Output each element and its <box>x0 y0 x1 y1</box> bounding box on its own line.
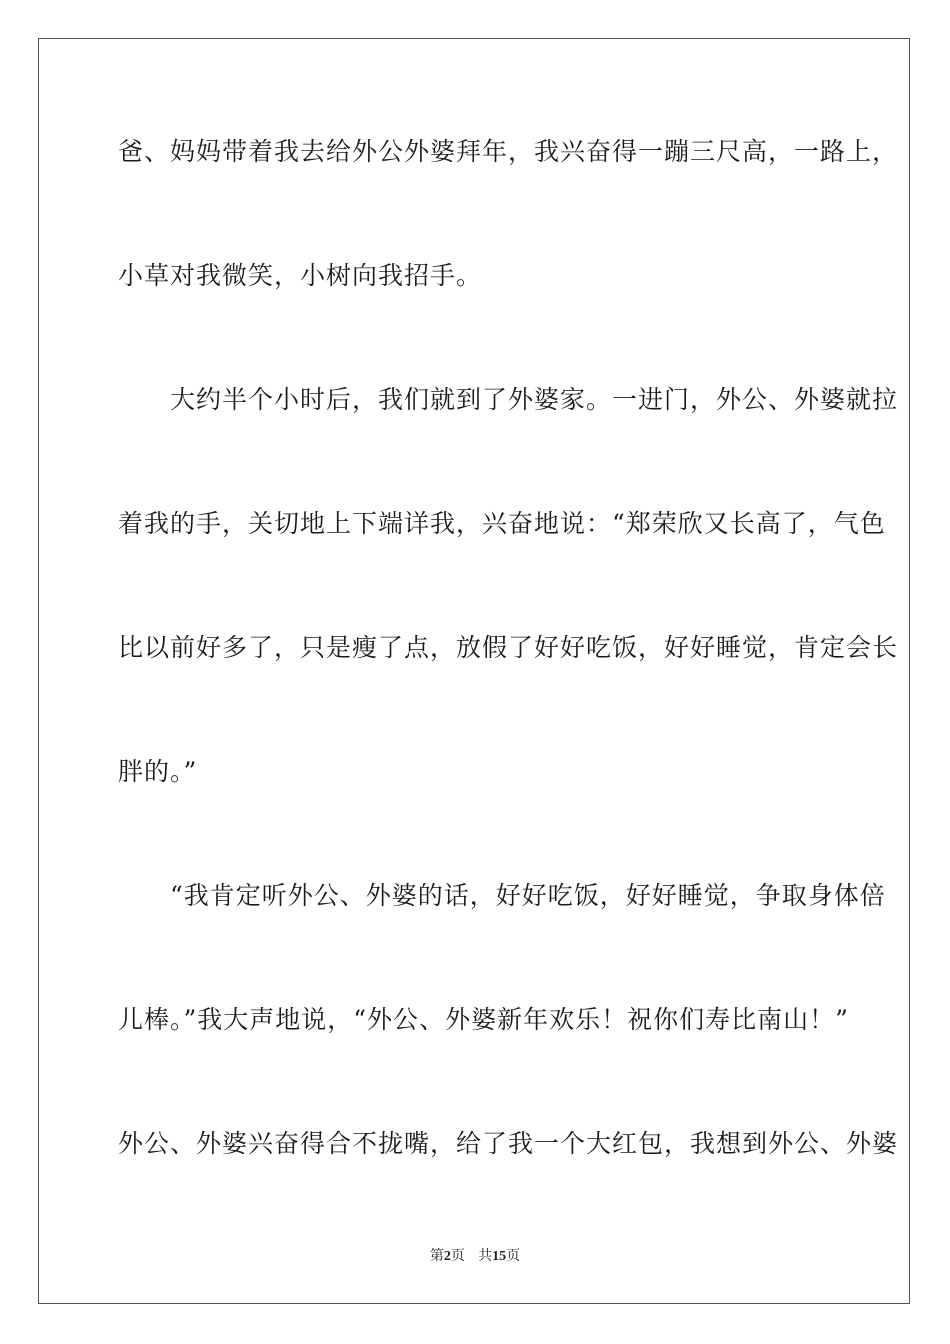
page-number: 2 <box>443 1249 451 1264</box>
text-line-1: 爸、妈妈带着我去给外公外婆拜年，我兴奋得一蹦三尺高，一路上， <box>118 137 899 166</box>
text-line-3: 大约半个小时后，我们就到了外婆家。一进门，外公、外婆就拉 <box>118 385 899 414</box>
text-line-4: 着我的手，关切地上下端详我，兴奋地说：“郑荣欣又长高了，气色 <box>118 509 886 538</box>
page-prefix: 第 <box>429 1248 444 1264</box>
page-footer <box>0 1247 950 1266</box>
text-line-6: 胖的。” <box>118 757 198 786</box>
text-line-5: 比以前好多了，只是瘦了点，放假了好好吃饭，好好睡觉，肯定会长 <box>118 633 899 662</box>
total-prefix: 共 <box>478 1248 493 1264</box>
text-line-7: “我肯定听外公、外婆的话，好好吃饭，好好睡觉，争取身体倍 <box>118 881 886 910</box>
page-border <box>38 38 910 1304</box>
total-suffix: 页 <box>506 1248 521 1264</box>
text-line-8: 儿棒。”我大声地说，“外公、外婆新年欢乐！祝你们寿比南山！” <box>118 1005 849 1034</box>
text-line-9: 外公、外婆兴奋得合不拢嘴，给了我一个大红包，我想到外公、外婆 <box>118 1129 899 1158</box>
text-line-2: 小草对我微笑，小树向我招手。 <box>118 261 483 290</box>
page-suffix: 页 <box>450 1248 465 1264</box>
total-pages: 15 <box>492 1249 507 1264</box>
